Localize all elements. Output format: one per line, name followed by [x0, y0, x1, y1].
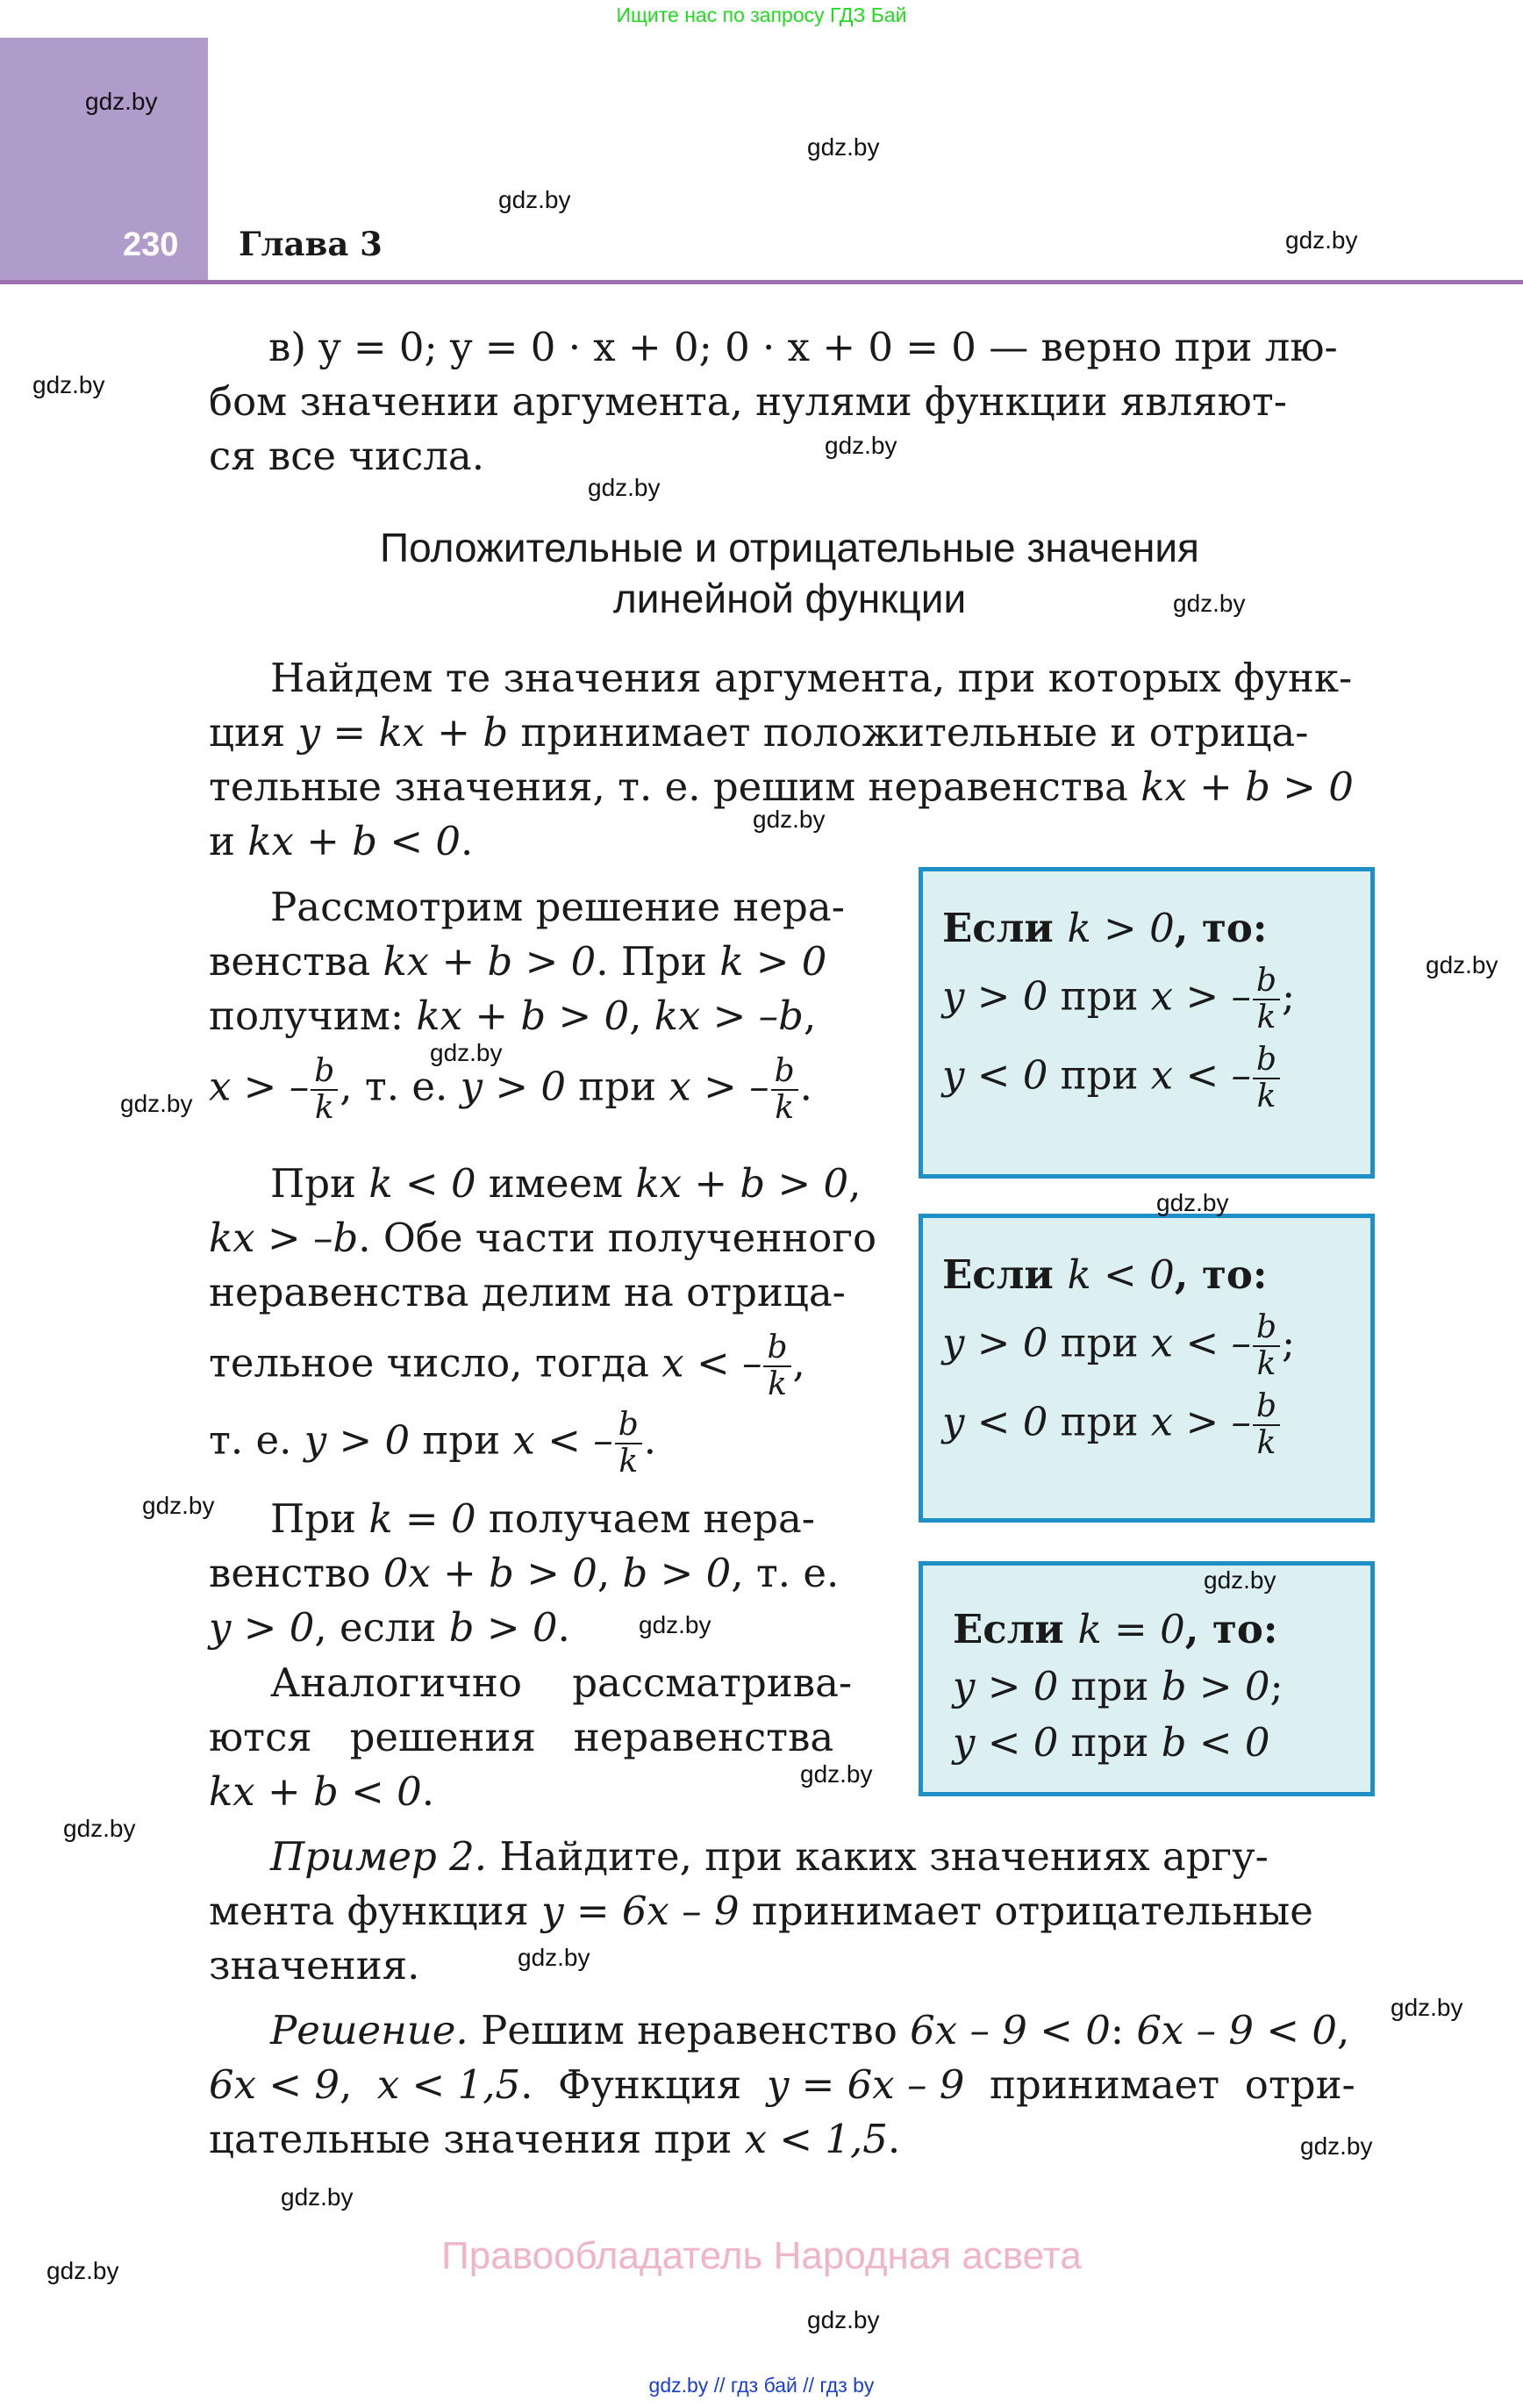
p5-line-1: Аналогично рассматрива-: [270, 1659, 853, 1706]
watermark-text: gdz.by: [1285, 226, 1358, 254]
p4-line-1: При k = 0 получаем нера-: [270, 1495, 816, 1542]
watermark-text: gdz.by: [639, 1611, 711, 1638]
p1-line-1: Найдем те значения аргумента, при которых функ-: [270, 655, 1353, 701]
watermark-text: gdz.by: [46, 2257, 119, 2284]
watermark-text: gdz.by: [32, 371, 105, 398]
intro-paragraph: [209, 320, 1377, 484]
watermark-text: gdz.by: [85, 88, 158, 115]
solution-line-1: Решение. Решим неравенство 6x – 9 < 0: 6x – 9 < 0,: [270, 2007, 1350, 2053]
watermark-text: gdz.by: [120, 1090, 193, 1117]
p4-line-2: венство 0x + b > 0, b > 0, т. е.: [209, 1550, 840, 1596]
solution-line-2: 6x < 9, x < 1,5. Функция y = 6x – 9 принимает отри-: [209, 2061, 1355, 2108]
example-line-3: значения.: [209, 1942, 420, 1989]
paragraph-analogous: [209, 1656, 884, 1819]
fraction-b-over-k: $\frac{b}{k}$: [1253, 1312, 1280, 1380]
page-number: 230: [123, 226, 179, 263]
p3-line-4: тельное число, тогда x < – $\frac{b}{k}$ ,: [209, 1329, 805, 1402]
p2-line-2: венства kx + b > 0. При k > 0: [209, 938, 827, 985]
watermark-text: gdz.by: [1204, 1566, 1276, 1594]
solution-line-3: цательные значения при x < 1,5.: [209, 2116, 901, 2162]
rule-box-heading: Если k = 0, то:: [953, 1606, 1278, 1652]
p2-line-4: x > – $\frac{b}{k}$ , т. е. y > 0 при x > – $\frac{b}{k}$ .: [209, 1053, 812, 1126]
watermark-text: gdz.by: [1173, 590, 1246, 617]
watermark-text: gdz.by: [807, 133, 880, 161]
example-line-2: мента функция y = 6x – 9 принимает отрицательные: [209, 1888, 1313, 1934]
watermark-text: gdz.by: [800, 1760, 873, 1788]
p3-line-1: При k < 0 имеем kx + b > 0,: [270, 1160, 862, 1207]
watermark-text: gdz.by: [430, 1039, 503, 1066]
fraction-b-over-k: $\frac{b}{k}$: [763, 1332, 790, 1401]
math-expression: kx + b > 0: [1140, 763, 1354, 810]
watermark-text: gdz.by: [1156, 1189, 1229, 1216]
watermark-text: gdz.by: [518, 1944, 590, 1971]
rule-positive-line: y > 0 при x < – $\frac{b}{k}$ ;: [942, 1308, 1296, 1382]
example-2: [209, 1830, 1377, 1993]
p2-line-1: Рассмотрим решение нера-: [270, 884, 845, 930]
p1-line-4: и kx + b < 0.: [209, 818, 474, 864]
rule-negative-line: y < 0 при x < – $\frac{b}{k}$: [942, 1044, 1353, 1113]
solution-label: Решение.: [270, 2007, 468, 2053]
intro-line-1: в) y = 0; y = 0 · x + 0; 0 · x + 0 = 0 — верно при лю-: [268, 324, 1338, 370]
p1-line-3: тельные значения, т. е. решим неравенства kx + b > 0: [209, 763, 1354, 810]
search-banner: Ищите нас по запросу ГДЗ Бай: [616, 4, 907, 26]
footer-links[interactable]: gdz.by // гдз бай // гдз by: [648, 2374, 875, 2397]
p5-line-2: ются решения неравенства: [209, 1714, 834, 1760]
fraction-b-over-k: $\frac{b}{k}$: [311, 1056, 338, 1124]
rule-negative-line: y < 0 при b < 0: [953, 1719, 1270, 1766]
rule-positive-line: y > 0 при b > 0;: [953, 1662, 1283, 1709]
copyright-notice: Правообладатель Народная асвета: [441, 2234, 1082, 2277]
example-line-1: Пример 2. Найдите, при каких значениях аргу-: [270, 1833, 1269, 1880]
solution: [209, 2003, 1377, 2167]
watermark-text: gdz.by: [753, 806, 826, 833]
watermark-text: gdz.by: [498, 186, 571, 213]
chapter-title: Глава 3: [239, 225, 383, 263]
watermark-text: gdz.by: [1391, 1994, 1463, 2021]
watermark-text: gdz.by: [1300, 2132, 1373, 2160]
fraction-b-over-k: $\frac{b}{k}$: [1253, 1044, 1280, 1113]
p5-line-3: kx + b < 0.: [209, 1768, 435, 1815]
fraction-b-over-k: $\frac{b}{k}$: [1253, 1391, 1280, 1459]
intro-line-2: бом значении аргумента, нулями функции являют-: [209, 378, 1287, 425]
section-heading: [307, 522, 1272, 624]
watermark-text: gdz.by: [807, 2306, 880, 2333]
p3-line-2: kx > –b. Обе части полученного: [209, 1215, 877, 1261]
rule-box-k-zero: [919, 1561, 1375, 1796]
p1-line-2: ция y = kx + b принимает положительные и отрица-: [209, 709, 1309, 756]
paragraph-k-negative: [209, 1157, 884, 1478]
rule-negative-line: y < 0 при x > – $\frac{b}{k}$: [942, 1391, 1353, 1459]
math-expression: kx + b < 0: [247, 818, 461, 864]
watermark-text: gdz.by: [63, 1815, 136, 1842]
rule-box-heading: Если k > 0, то:: [942, 905, 1268, 951]
watermark-text: gdz.by: [1426, 951, 1498, 978]
p3-line-3: неравенства делим на отрица-: [209, 1269, 846, 1315]
watermark-text: gdz.by: [281, 2183, 354, 2211]
paragraph-inequalities-intro: [209, 651, 1377, 869]
watermark-text: gdz.by: [588, 474, 661, 501]
rule-box-heading: Если k < 0, то:: [942, 1251, 1268, 1298]
paragraph-k-positive: [209, 880, 884, 1124]
fraction-b-over-k: $\frac{b}{k}$: [1253, 965, 1280, 1034]
intro-line-3: ся все числа.: [209, 433, 485, 479]
paragraph-k-zero: [209, 1492, 884, 1655]
p2-line-3: получим: kx + b > 0, kx > –b,: [209, 993, 817, 1039]
section-heading-line-1: Положительные и отрицательные значения: [380, 525, 1199, 570]
watermark-text: gdz.by: [142, 1492, 215, 1519]
header-divider: [0, 280, 1523, 284]
p4-line-3: y > 0, если b > 0.: [209, 1604, 570, 1651]
rule-box-k-positive: [919, 867, 1375, 1179]
p3-line-5: т. е. y > 0 при x < – $\frac{b}{k}$ .: [209, 1407, 657, 1480]
watermark-text: gdz.by: [825, 432, 897, 459]
rule-box-k-negative: [919, 1214, 1375, 1523]
fraction-b-over-k: $\frac{b}{k}$: [615, 1409, 642, 1478]
section-heading-line-2: линейной функции: [612, 576, 967, 621]
example-label: Пример 2.: [270, 1833, 488, 1880]
rule-positive-line: y > 0 при x > – $\frac{b}{k}$ ;: [942, 962, 1296, 1036]
math-expression: y = kx + b: [297, 709, 509, 756]
fraction-b-over-k: $\frac{b}{k}$: [771, 1056, 798, 1124]
